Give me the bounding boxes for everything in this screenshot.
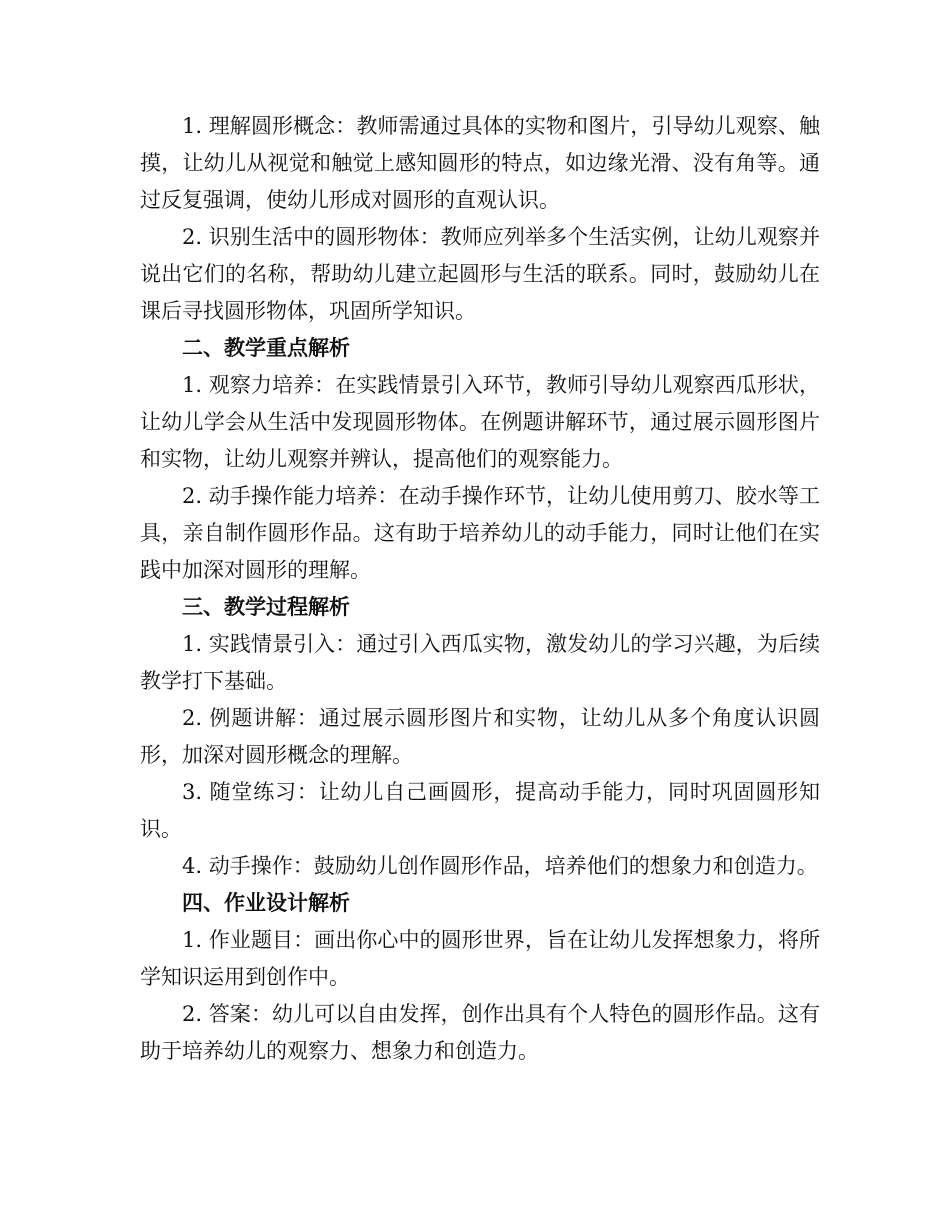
section-heading-key-points: 二、教学重点解析 [182, 336, 350, 360]
section-heading-process: 三、教学过程解析 [182, 595, 350, 619]
paragraph-hands-on-activity: 4. 动手操作：鼓励幼儿创作圆形作品，培养他们的想象力和创造力。 [182, 854, 818, 878]
paragraph-observation-skill: 1. 观察力培养：在实践情景引入环节，教师引导幼儿观察西瓜形状，让幼儿学会从生活中发现圆形物体。在例题讲解环节，通过展示圆形图片和实物，让幼儿观察并辨认，提高他们的观察能力。 [140, 373, 820, 471]
paragraph-hands-on-skill: 2. 动手操作能力培养：在动手操作环节，让幼儿使用剪刀、胶水等工具，亲自制作圆形作品。这有助于培养幼儿的动手能力，同时让他们在实践中加深对圆形的理解。 [140, 484, 820, 582]
section-heading-homework: 四、作业设计解析 [182, 891, 350, 915]
document-body [140, 108, 820, 1070]
paragraph-understand-circle: 1. 理解圆形概念：教师需通过具体的实物和图片，引导幼儿观察、触摸，让幼儿从视觉和触觉上感知圆形的特点，如边缘光滑、没有角等。通过反复强调，使幼儿形成对圆形的直观认识。 [140, 114, 820, 212]
paragraph-identify-circle-objects: 2. 识别生活中的圆形物体：教师应列举多个生活实例，让幼儿观察并说出它们的名称，帮助幼儿建立起圆形与生活的联系。同时，鼓励幼儿在课后寻找圆形物体，巩固所学知识。 [140, 225, 820, 323]
paragraph-homework-answer: 2. 答案：幼儿可以自由发挥，创作出具有个人特色的圆形作品。这有助于培养幼儿的观察力、想象力和创造力。 [140, 1002, 820, 1063]
paragraph-example-explanation: 2. 例题讲解：通过展示圆形图片和实物，让幼儿从多个角度认识圆形，加深对圆形概念的理解。 [140, 706, 820, 767]
paragraph-homework-topic: 1. 作业题目：画出你心中的圆形世界，旨在让幼儿发挥想象力，将所学知识运用到创作中。 [140, 928, 820, 989]
paragraph-classroom-practice: 3. 随堂练习：让幼儿自己画圆形，提高动手能力，同时巩固圆形知识。 [140, 780, 820, 841]
paragraph-scenario-intro: 1. 实践情景引入：通过引入西瓜实物，激发幼儿的学习兴趣，为后续教学打下基础。 [140, 632, 820, 693]
